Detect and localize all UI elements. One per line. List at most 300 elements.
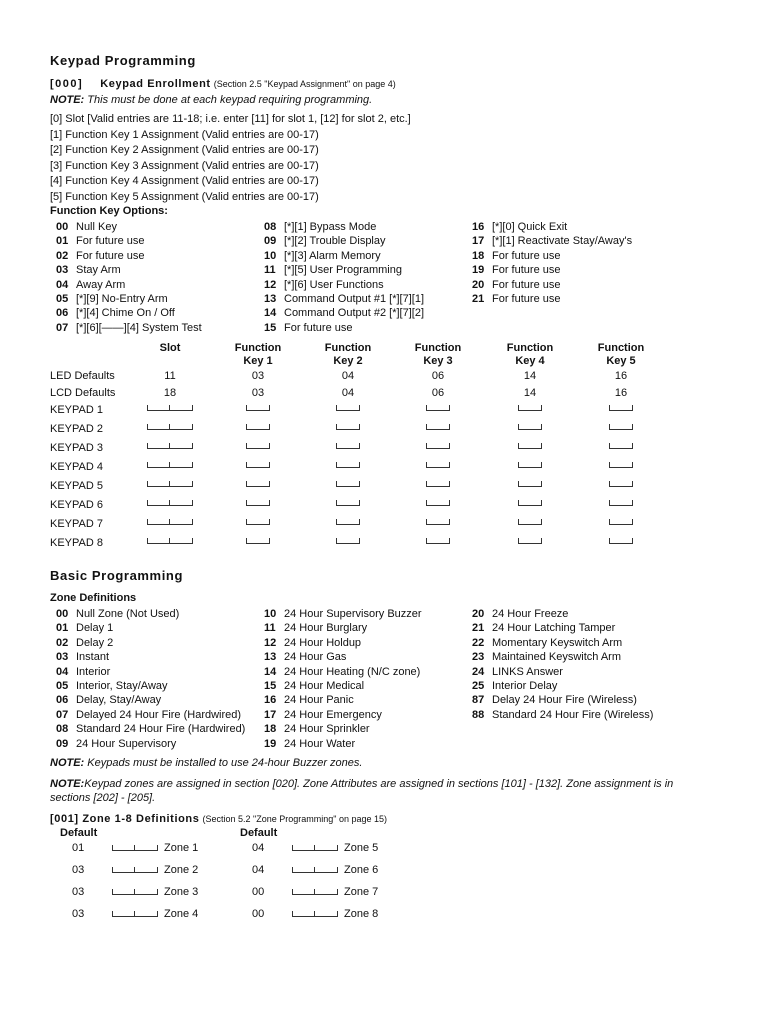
option-label: Delay 2 xyxy=(76,636,114,649)
option-label: 24 Hour Medical xyxy=(284,680,365,693)
keypad-label: KEYPAD 5 xyxy=(50,480,103,492)
table-header-cell xyxy=(218,342,298,368)
option-code: 09 xyxy=(56,737,69,750)
zone-definition-item xyxy=(264,737,422,751)
function-key-option-item xyxy=(264,249,424,263)
entry-line: [1] Function Key 1 Assignment (Valid entries are 00-17) xyxy=(50,128,319,141)
option-label: Standard 24 Hour Fire (Wireless) xyxy=(492,708,654,721)
entry-cell[interactable] xyxy=(398,404,478,416)
option-code: 17 xyxy=(472,235,485,248)
zone-definition-item xyxy=(56,636,245,650)
option-code: 19 xyxy=(472,264,485,277)
zone-definition-item xyxy=(472,650,653,664)
entry-box[interactable] xyxy=(609,500,633,506)
entry-box[interactable] xyxy=(609,424,633,430)
section-code: [000] xyxy=(50,78,84,90)
entry-box[interactable] xyxy=(147,405,193,411)
function-key-option-item xyxy=(472,220,632,234)
enrollment-note xyxy=(50,94,372,106)
zone-definition-item xyxy=(472,636,653,650)
zone-label: Zone 5 xyxy=(344,842,379,854)
option-label: For future use xyxy=(492,249,561,262)
entry-box[interactable] xyxy=(609,405,633,411)
entry-box[interactable] xyxy=(518,538,542,544)
option-label: Delay 24 Hour Fire (Wireless) xyxy=(492,694,637,707)
default-value: 06 xyxy=(431,370,445,382)
zone-entry-box[interactable] xyxy=(112,889,158,895)
function-key-option-item xyxy=(264,306,424,320)
option-code: 15 xyxy=(264,321,277,334)
option-code: 17 xyxy=(264,708,277,721)
entry-box[interactable] xyxy=(518,405,542,411)
entry-cell[interactable] xyxy=(218,461,298,473)
option-label: 24 Hour Gas xyxy=(284,651,347,664)
option-label: Delay, Stay/Away xyxy=(76,694,162,707)
note-label: NOTE: xyxy=(50,757,85,769)
entry-cell[interactable] xyxy=(581,518,661,530)
zone-definition-item xyxy=(264,607,422,621)
function-key-option-item xyxy=(264,292,424,306)
zone-definition-item xyxy=(472,679,653,693)
entry-box[interactable] xyxy=(336,538,360,544)
function-key-option-item xyxy=(56,220,202,234)
entry-cell[interactable] xyxy=(490,423,570,435)
zone-definition-item xyxy=(472,607,653,621)
entry-box[interactable] xyxy=(426,538,450,544)
entry-cell[interactable] xyxy=(130,537,210,549)
zone-entry-cell[interactable] xyxy=(292,888,338,900)
entry-cell[interactable] xyxy=(398,442,478,454)
zone-entry-box[interactable] xyxy=(292,911,338,917)
entry-box[interactable] xyxy=(426,424,450,430)
entry-box[interactable] xyxy=(609,538,633,544)
option-code: 09 xyxy=(264,235,277,248)
zone-definitions-col2 xyxy=(264,607,422,751)
function-key-option-item xyxy=(264,278,424,292)
entry-cell[interactable] xyxy=(130,480,210,492)
entry-cell[interactable] xyxy=(490,537,570,549)
entry-box[interactable] xyxy=(246,405,270,411)
keypad-label: KEYPAD 8 xyxy=(50,537,103,549)
option-code: 18 xyxy=(472,249,485,262)
option-label: [*][0] Quick Exit xyxy=(492,221,568,233)
entry-cell[interactable] xyxy=(130,423,210,435)
entry-cell[interactable] xyxy=(490,442,570,454)
option-code: 10 xyxy=(264,608,277,620)
entry-cell[interactable] xyxy=(308,423,388,435)
option-code: 00 xyxy=(56,608,69,620)
default-value: 03 xyxy=(251,370,265,382)
entry-cell[interactable] xyxy=(398,537,478,549)
option-code: 20 xyxy=(472,278,485,291)
option-label: For future use xyxy=(492,278,561,291)
function-key-option-item xyxy=(56,321,202,335)
keypad-enrollment-heading xyxy=(50,78,396,90)
function-key-options-col3 xyxy=(472,220,632,306)
zone-entry-cell[interactable] xyxy=(292,844,338,856)
entry-cell[interactable] xyxy=(308,480,388,492)
entry-cell[interactable] xyxy=(218,404,298,416)
entry-cell[interactable] xyxy=(308,537,388,549)
header-line1: Function xyxy=(414,342,462,354)
function-key-option-item xyxy=(472,234,632,248)
entry-cell[interactable] xyxy=(218,442,298,454)
option-code: 13 xyxy=(264,293,277,306)
basic-programming-title: Basic Programming xyxy=(50,568,184,583)
zone-default-value: 03 xyxy=(72,908,85,920)
option-label: Interior, Stay/Away xyxy=(76,680,168,693)
section-ref: (Section 5.2 "Zone Programming" on page 15) xyxy=(202,814,388,824)
zone-label: Zone 3 xyxy=(164,886,199,898)
option-label: Interior Delay xyxy=(492,680,558,693)
entry-box[interactable] xyxy=(609,462,633,468)
zone-definition-item xyxy=(56,708,245,722)
header-line1: Slot xyxy=(159,342,181,354)
option-code: 12 xyxy=(264,278,277,291)
entry-cell[interactable] xyxy=(398,518,478,530)
zone-entry-box[interactable] xyxy=(292,889,338,895)
default-value: 14 xyxy=(523,370,537,382)
option-label: For future use xyxy=(492,264,561,277)
option-code: 25 xyxy=(472,680,485,693)
header-line1: Function xyxy=(506,342,554,354)
entry-box[interactable] xyxy=(426,462,450,468)
table-row xyxy=(50,423,690,441)
option-code: 15 xyxy=(264,680,277,693)
option-code: 11 xyxy=(264,622,276,635)
entry-box[interactable] xyxy=(336,481,360,487)
header-line1: Function xyxy=(597,342,645,354)
option-code: 12 xyxy=(264,636,277,649)
entry-line: [4] Function Key 4 Assignment (Valid entries are 00-17) xyxy=(50,175,319,187)
zone-definition-item xyxy=(264,708,422,722)
note-text: Keypads must be installed to use 24-hour Buzzer zones. xyxy=(87,757,363,769)
zone-default-value: 00 xyxy=(252,886,265,898)
entry-box[interactable] xyxy=(336,443,360,449)
zone-definition-item xyxy=(56,665,245,679)
entry-box[interactable] xyxy=(147,500,193,506)
option-code: 03 xyxy=(56,264,69,277)
entry-cell[interactable] xyxy=(218,480,298,492)
entry-cell[interactable] xyxy=(490,480,570,492)
entry-cell[interactable] xyxy=(581,442,661,454)
function-key-option-item xyxy=(264,234,424,248)
entry-cell[interactable] xyxy=(581,404,661,416)
zone-row xyxy=(230,864,400,880)
header-line2: Key 1 xyxy=(243,355,273,367)
option-code: 24 xyxy=(472,665,485,678)
option-label: Interior xyxy=(76,665,111,678)
keypad-label: KEYPAD 4 xyxy=(50,461,103,473)
entry-cell[interactable] xyxy=(218,518,298,530)
option-label: For future use xyxy=(492,293,561,306)
entry-cell[interactable] xyxy=(581,480,661,492)
entry-cell[interactable] xyxy=(130,461,210,473)
header-line2: Key 3 xyxy=(423,355,453,367)
zone-assignment-note xyxy=(50,777,673,805)
function-key-option-item xyxy=(472,249,632,263)
enrollment-entries xyxy=(50,112,411,205)
entry-cell[interactable] xyxy=(130,499,210,511)
entry-cell[interactable] xyxy=(130,518,210,530)
option-code: 01 xyxy=(56,622,69,635)
section-ref: (Section 2.5 "Keypad Assignment" on page 4) xyxy=(213,79,396,89)
table-header-cell xyxy=(130,342,210,355)
table-row xyxy=(50,518,690,536)
option-label: 24 Hour Heating (N/C zone) xyxy=(284,665,421,678)
zone-definition-item xyxy=(264,693,422,707)
entry-cell[interactable] xyxy=(308,404,388,416)
entry-box[interactable] xyxy=(336,462,360,468)
zone-default-value: 03 xyxy=(72,864,85,876)
function-key-option-item xyxy=(264,263,424,277)
entry-box[interactable] xyxy=(518,481,542,487)
keypad-label: KEYPAD 1 xyxy=(50,404,103,416)
entry-cell[interactable] xyxy=(218,499,298,511)
note-label: NOTE: xyxy=(50,94,85,106)
zone-entry-box[interactable] xyxy=(112,845,158,851)
entry-box[interactable] xyxy=(609,443,633,449)
option-label: [*][2] Trouble Display xyxy=(284,235,386,248)
entry-cell[interactable] xyxy=(490,404,570,416)
zone-definition-item xyxy=(56,693,245,707)
option-code: 23 xyxy=(472,651,485,664)
entry-cell[interactable] xyxy=(490,461,570,473)
entry-box[interactable] xyxy=(246,500,270,506)
section-code: [001] Zone 1-8 Definitions xyxy=(50,813,200,825)
option-code: 21 xyxy=(472,622,485,635)
entry-box[interactable] xyxy=(246,424,270,430)
zone-entry-box[interactable] xyxy=(112,867,158,873)
option-label: 24 Hour Supervisory Buzzer xyxy=(284,608,422,620)
zone-definition-item xyxy=(264,621,422,635)
entry-cell[interactable] xyxy=(130,442,210,454)
zone-entry-box[interactable] xyxy=(292,845,338,851)
option-code: 08 xyxy=(264,221,277,233)
entry-box[interactable] xyxy=(609,481,633,487)
entry-line: [5] Function Key 5 Assignment (Valid entries are 00-17) xyxy=(50,190,319,203)
entry-box[interactable] xyxy=(147,538,193,544)
default-label-right: Default xyxy=(240,827,278,839)
option-label: [*][9] No-Entry Arm xyxy=(76,293,168,306)
entry-line: [0] Slot [Valid entries are 11-18; i.e. enter [11] for slot 1, [12] for slot 2, etc.] xyxy=(50,113,411,125)
entry-cell[interactable] xyxy=(581,499,661,511)
option-code: 00 xyxy=(56,221,69,233)
entry-cell[interactable] xyxy=(490,499,570,511)
entry-box[interactable] xyxy=(426,481,450,487)
buzzer-note xyxy=(50,757,362,769)
entry-cell[interactable] xyxy=(308,518,388,530)
zone-label: Zone 8 xyxy=(344,908,379,920)
section-title: Keypad Enrollment xyxy=(100,78,211,90)
entry-cell[interactable] xyxy=(308,442,388,454)
zone-entry-box[interactable] xyxy=(112,911,158,917)
option-code: 10 xyxy=(264,249,277,262)
entry-cell[interactable] xyxy=(308,461,388,473)
entry-box[interactable] xyxy=(426,405,450,411)
zone-definitions-col3 xyxy=(472,607,653,722)
entry-box[interactable] xyxy=(147,481,193,487)
keypad-label: KEYPAD 2 xyxy=(50,423,103,435)
function-key-option-item xyxy=(56,278,202,292)
option-code: 04 xyxy=(56,278,69,291)
entry-box[interactable] xyxy=(336,405,360,411)
entry-box[interactable] xyxy=(246,481,270,487)
entry-box[interactable] xyxy=(426,500,450,506)
option-label: Null Zone (Not Used) xyxy=(76,608,180,620)
entry-box[interactable] xyxy=(518,424,542,430)
entry-box[interactable] xyxy=(518,462,542,468)
entry-cell[interactable] xyxy=(581,423,661,435)
note-text: Keypad zones are assigned in section [020]. Zone Attributes are assigned in sections [101] - [132]. Zone assignment is in xyxy=(84,778,674,790)
zone-definition-item xyxy=(264,679,422,693)
zone-default-value: 04 xyxy=(252,842,265,854)
option-label: 24 Hour Holdup xyxy=(284,636,362,649)
option-code: 02 xyxy=(56,249,69,262)
entry-cell[interactable] xyxy=(308,499,388,511)
option-label: 24 Hour Supervisory xyxy=(76,737,177,750)
option-label: Delayed 24 Hour Fire (Hardwired) xyxy=(76,708,242,721)
option-label: For future use xyxy=(76,249,145,262)
zone-entry-cell[interactable] xyxy=(112,910,158,922)
zone-entry-cell[interactable] xyxy=(292,866,338,878)
option-label: 24 Hour Latching Tamper xyxy=(492,622,616,635)
header-line1: Function xyxy=(324,342,372,354)
entry-box[interactable] xyxy=(426,443,450,449)
entry-box[interactable] xyxy=(518,443,542,449)
entry-box[interactable] xyxy=(336,519,360,525)
zone-row xyxy=(50,864,220,880)
option-label: Command Output #2 [*][7][2] xyxy=(284,307,425,320)
entry-cell[interactable] xyxy=(218,423,298,435)
zone-default-value: 03 xyxy=(72,886,85,898)
zone-row xyxy=(50,908,220,924)
option-code: 05 xyxy=(56,680,69,693)
option-label: Instant xyxy=(76,651,110,664)
option-label: 24 Hour Emergency xyxy=(284,708,382,721)
zone-entry-cell[interactable] xyxy=(112,888,158,900)
entry-cell[interactable] xyxy=(398,423,478,435)
entry-cell[interactable] xyxy=(581,537,661,549)
zone-entry-box[interactable] xyxy=(292,867,338,873)
option-label: Maintained Keyswitch Arm xyxy=(492,651,621,664)
default-value: 03 xyxy=(251,387,265,399)
entry-box[interactable] xyxy=(518,519,542,525)
header-line2: Key 2 xyxy=(333,355,363,367)
function-key-option-item xyxy=(264,321,424,335)
table-row xyxy=(50,370,690,388)
zone-definition-item xyxy=(472,665,653,679)
keypad-label: KEYPAD 7 xyxy=(50,518,103,530)
option-code: 20 xyxy=(472,608,485,620)
entry-box[interactable] xyxy=(518,500,542,506)
entry-box[interactable] xyxy=(147,519,193,525)
option-code: 01 xyxy=(56,235,69,248)
zone-definition-item xyxy=(264,636,422,650)
entry-cell[interactable] xyxy=(581,461,661,473)
option-code: 07 xyxy=(56,708,69,721)
option-label: Null Key xyxy=(76,221,117,233)
default-value: 14 xyxy=(523,387,537,399)
entry-cell[interactable] xyxy=(398,480,478,492)
table-header-cell xyxy=(581,342,661,368)
option-code: 87 xyxy=(472,694,485,707)
option-code: 02 xyxy=(56,636,69,649)
entry-box[interactable] xyxy=(147,443,193,449)
row-label: LCD Defaults xyxy=(50,387,116,399)
function-key-option-item xyxy=(56,306,202,320)
default-value: 04 xyxy=(341,370,355,382)
default-value: 16 xyxy=(614,387,628,399)
option-label: 24 Hour Freeze xyxy=(492,608,569,620)
option-code: 07 xyxy=(56,321,69,334)
zone-label: Zone 6 xyxy=(344,864,379,876)
entry-box[interactable] xyxy=(336,500,360,506)
zone-definition-item xyxy=(472,708,653,722)
entry-box[interactable] xyxy=(609,519,633,525)
option-code: 16 xyxy=(264,694,277,707)
entry-cell[interactable] xyxy=(130,404,210,416)
option-label: Away Arm xyxy=(76,278,126,291)
keypad-assignment-table xyxy=(50,342,690,557)
entry-cell[interactable] xyxy=(218,537,298,549)
default-value: 16 xyxy=(614,370,628,382)
entry-line: [3] Function Key 3 Assignment (Valid entries are 00-17) xyxy=(50,159,319,172)
option-label: For future use xyxy=(76,235,145,248)
entry-cell[interactable] xyxy=(398,499,478,511)
function-key-options-col2 xyxy=(264,220,424,335)
entry-box[interactable] xyxy=(246,519,270,525)
zone-label: Zone 2 xyxy=(164,864,199,876)
zone-entry-cell[interactable] xyxy=(292,910,338,922)
zone-1-8-heading xyxy=(50,813,387,825)
option-label: [*][6][——][4] System Test xyxy=(76,321,202,334)
entry-box[interactable] xyxy=(147,424,193,430)
table-header-cell xyxy=(490,342,570,368)
option-label: Standard 24 Hour Fire (Hardwired) xyxy=(76,723,246,736)
table-header-cell xyxy=(308,342,388,368)
entry-box[interactable] xyxy=(336,424,360,430)
entry-box[interactable] xyxy=(246,443,270,449)
zone-definition-item xyxy=(264,650,422,664)
entry-cell[interactable] xyxy=(490,518,570,530)
entry-line: [2] Function Key 2 Assignment (Valid entries are 00-17) xyxy=(50,144,319,156)
option-label: [*][6] User Functions xyxy=(284,278,384,291)
option-label: 24 Hour Sprinkler xyxy=(284,723,370,736)
table-row xyxy=(50,499,690,517)
table-row xyxy=(50,387,690,405)
option-code: 22 xyxy=(472,636,485,649)
entry-box[interactable] xyxy=(147,462,193,468)
zone-entry-cell[interactable] xyxy=(112,866,158,878)
zone-entry-cell[interactable] xyxy=(112,844,158,856)
entry-box[interactable] xyxy=(426,519,450,525)
header-line1: Function xyxy=(234,342,282,354)
option-code: 19 xyxy=(264,737,277,750)
default-value: 06 xyxy=(431,387,445,399)
option-label: 24 Hour Panic xyxy=(284,694,354,707)
default-label-left: Default xyxy=(60,827,98,839)
entry-box[interactable] xyxy=(246,538,270,544)
row-label: LED Defaults xyxy=(50,370,115,382)
option-label: [*][3] Alarm Memory xyxy=(284,249,381,262)
option-code: 18 xyxy=(264,723,277,736)
zone-definition-item xyxy=(472,693,653,707)
note-label: NOTE: xyxy=(50,778,85,790)
entry-box[interactable] xyxy=(246,462,270,468)
table-row xyxy=(50,461,690,479)
entry-cell[interactable] xyxy=(398,461,478,473)
